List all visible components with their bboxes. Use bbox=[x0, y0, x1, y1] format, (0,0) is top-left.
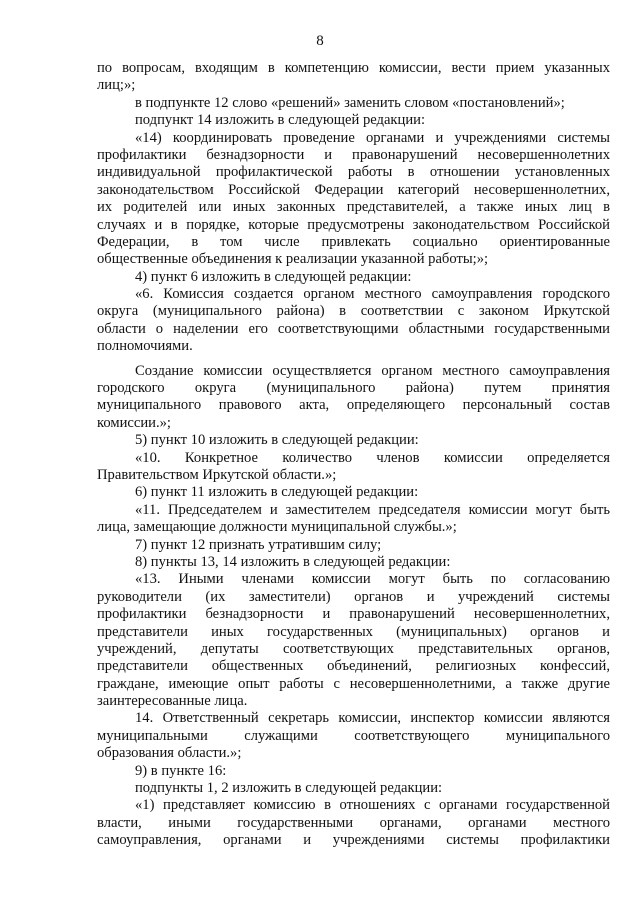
text-line: лица, замещающие должности муниципальной службы.»; bbox=[97, 519, 457, 536]
text-line: «11. Председателем и заместителем председателя комиссии могут быть bbox=[135, 501, 610, 518]
text-line: представители общественных объединений, религиозных конфессий, bbox=[97, 658, 610, 675]
text-line: общественные объединения к реализации указанной работы;»; bbox=[97, 251, 489, 268]
text-line: 4) пункт 6 изложить в следующей редакции: bbox=[135, 268, 412, 285]
text-line: профилактики безнадзорности и правонарушений несовершеннолетних, bbox=[97, 606, 610, 623]
text-line: муниципального правового акта, определяющего персональный состав bbox=[97, 397, 610, 414]
text-line: образования области.»; bbox=[97, 745, 242, 762]
text-line: 6) пункт 11 изложить в следующей редакции: bbox=[135, 484, 419, 501]
text-line: «14) координировать проведение органами и учреждениями системы bbox=[135, 129, 610, 146]
text-line: граждане, имеющие опыт работы с несовершеннолетними, а также другие bbox=[97, 675, 610, 692]
text-line: «1) представляет комиссию в отношениях с органами государственной bbox=[135, 797, 610, 814]
text-line: их родителей или иных законных представителей, а также иных лиц в bbox=[97, 199, 610, 216]
text-line: «6. Комиссия создается органом местного самоуправления городского bbox=[135, 286, 610, 303]
text-line: подпункт 14 изложить в следующей редакции: bbox=[135, 112, 426, 129]
text-line: представители иных государственных (муниципальных) органов и bbox=[97, 623, 610, 640]
page-number: 8 bbox=[316, 33, 324, 49]
text-line: «13. Иными членами комиссии могут быть по согласованию bbox=[135, 571, 610, 588]
text-line: 14. Ответственный секретарь комиссии, инспектор комиссии являются bbox=[135, 710, 610, 727]
text-line: руководители (их заместители) органов и учреждений системы bbox=[97, 588, 610, 605]
text-line: лиц;»; bbox=[97, 77, 136, 94]
text-line: округа (муниципального района) в соответствии с законом Иркутской bbox=[97, 303, 610, 320]
text-line: подпункты 1, 2 изложить в следующей редакции: bbox=[135, 780, 443, 797]
text-line: в подпункте 12 слово «решений» заменить словом «постановлений»; bbox=[135, 94, 565, 111]
text-line: власти, иными государственными органами, органами местного bbox=[97, 814, 610, 831]
text-line: заинтересованные лица. bbox=[97, 693, 248, 710]
text-line: Правительством Иркутской области.»; bbox=[97, 466, 337, 483]
document-body bbox=[97, 60, 610, 850]
text-line: Федерации, в том числе привлекать социально ориентированные bbox=[97, 233, 610, 250]
text-line: «10. Конкретное количество членов комиссии определяется bbox=[135, 449, 610, 466]
text-line: 9) в пункте 16: bbox=[135, 762, 227, 779]
text-line: 8) пункты 13, 14 изложить в следующей редакции: bbox=[135, 553, 451, 570]
text-line: муниципальными служащими соответствующего муниципального bbox=[97, 727, 610, 744]
text-line: городского округа (муниципального района) путем принятия bbox=[97, 380, 610, 397]
text-line: по вопросам, входящим в компетенцию комиссии, вести прием указанных bbox=[97, 60, 610, 76]
text-line: 7) пункт 12 признать утратившим силу; bbox=[135, 536, 382, 553]
text-line: самоуправления, органами и учреждениями системы профилактики bbox=[97, 832, 610, 849]
text-line: профилактики безнадзорности и правонарушений несовершеннолетних bbox=[97, 146, 610, 163]
text-line: учреждений, депутаты соответствующих представительных органов, bbox=[97, 640, 610, 657]
text-line: полномочиями. bbox=[97, 338, 193, 355]
text-line: 5) пункт 10 изложить в следующей редакции: bbox=[135, 432, 419, 449]
text-line: случаях и в порядке, которые предусмотрены законодательством Российской bbox=[97, 216, 610, 233]
text-line: области о наделении его соответствующими областными государственными bbox=[97, 320, 610, 337]
text-line: комиссии.»; bbox=[97, 414, 171, 431]
text-line: Создание комиссии осуществляется органом местного самоуправления bbox=[135, 362, 610, 379]
text-line: законодательством Российской Федерации категорий несовершеннолетних, bbox=[97, 181, 610, 198]
text-line: индивидуальной профилактической работы в отношении установленных bbox=[97, 164, 610, 181]
